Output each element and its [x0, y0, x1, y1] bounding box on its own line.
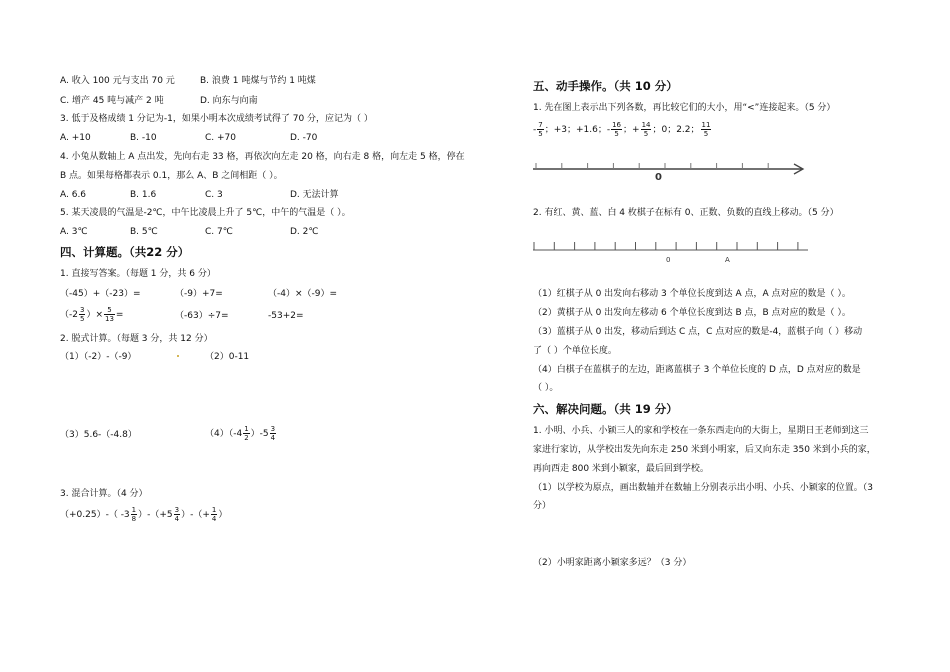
q3-option-a: A. +10: [60, 133, 91, 143]
r1-sep-3: ；0；2.2；: [652, 125, 700, 135]
fraction-denominator: 5: [643, 130, 649, 138]
q2-option-c: C. 增产 45 吨与减产 2 吨: [60, 96, 164, 106]
r3-question-2: （2）小明家距离小颖家多远？（3 分）: [533, 558, 692, 568]
r1-sep-1: ；+3；+1.6；-: [544, 125, 611, 135]
r3-stem-line1: 1. 小明、小兵、小颖三人的家和学校在一条东西走向的大街上，星期日王老师到这三: [533, 426, 869, 436]
r1-numbers: [533, 121, 712, 138]
fraction-denominator: 8: [131, 515, 137, 523]
q4-stem-line1: 4. 小兔从数轴上 A 点出发，先向右走 33 格，再依次向左走 20 格，向右走 8 格，向左走 5 格，停在: [60, 152, 465, 162]
number-line-2: [530, 240, 815, 266]
number-line-1-zero-label: 0: [655, 172, 662, 183]
r2-part-3-cont: 了（ ）个单位长度。: [533, 346, 617, 356]
r1-sep-2: ；+: [623, 125, 640, 135]
q5-stem: 5. 某天凌晨的气温是-2℃，中午比凌晨上升了 5℃，中午的气温是（ ）。: [60, 208, 351, 218]
q4-option-c: C. 3: [205, 190, 223, 200]
q4-option-d: D. 无法计算: [290, 190, 339, 200]
calc1-expr-2: （-9）+7=: [175, 289, 223, 299]
fraction-numerator: 3: [174, 506, 180, 514]
calc1-expr-4-mixed-fraction: [79, 306, 85, 323]
section-4-title: 四、计算题。（共22 分）: [60, 245, 190, 259]
number-line-2-a-label: A: [725, 256, 730, 264]
calc1-expr-1: （-45）+（-23）=: [60, 289, 141, 299]
fraction-denominator: 4: [270, 434, 276, 442]
calc2-problem-1: （1）（-2）-（-9）: [60, 352, 137, 362]
r2-part-4: （4）白棋子在蓝棋子的左边，距离蓝棋子 3 个单位长度的 D 点，D 点对应的数是: [533, 365, 861, 375]
r2-stem: 2. 有红、黄、蓝、白 4 枚棋子在标有 0、正数、负数的直线上移动。（5 分）: [533, 208, 839, 218]
q2-option-d: D. 向东与向南: [200, 96, 258, 106]
fraction-denominator: 4: [174, 515, 180, 523]
calc3-fraction-3: [211, 506, 217, 523]
calc2-problem-3: （3）5.6-（-4.8）: [60, 430, 137, 440]
fraction-denominator: 13: [105, 315, 114, 323]
q3-option-b: B. -10: [130, 133, 157, 143]
q5-option-b: B. 5℃: [130, 227, 158, 237]
fraction-numerator: 7: [538, 121, 543, 129]
calc3-part-b: ）-（+5: [138, 510, 173, 520]
calc2-problem-4-part-a: （4）（-4: [205, 429, 243, 439]
calc1-expr-4-mid: ）×: [86, 310, 103, 320]
number-line-1-ticks: [536, 163, 768, 169]
section-6-title: 六、解决问题。（共 19 分）: [533, 402, 678, 416]
number-line-1: [530, 155, 810, 185]
r1-fraction-3: [641, 121, 652, 138]
fraction-numerator: 3: [79, 306, 85, 314]
r3-stem-line3: 再向西走 800 米到小颖家，最后回到学校。: [533, 464, 709, 474]
calc1-expr-4: [60, 306, 123, 323]
r2-part-1: （1）红棋子从 0 出发向右移动 3 个单位长度到达 A 点，A 点对应的数是（ ）。: [533, 289, 851, 299]
fraction-denominator: 5: [538, 130, 543, 138]
fraction-numerator: 5: [104, 306, 115, 315]
dot-mark: [177, 355, 179, 357]
fraction-denominator: 2: [244, 434, 249, 442]
section-5-title: 五、动手操作。（共 10 分）: [533, 79, 678, 93]
calc1-expr-4-fraction: [104, 306, 115, 323]
q5-option-c: C. 7℃: [205, 227, 233, 237]
q4-option-a: A. 6.6: [60, 190, 87, 200]
r3-question-1-cont: 分）: [533, 501, 552, 511]
fraction-numerator: 1: [131, 506, 137, 514]
calc1-expr-3: （-4）×（-9）=: [268, 289, 338, 299]
calc3-fraction-2: [174, 506, 180, 523]
calc2-problem-4-part-b: ）-5: [250, 429, 269, 439]
calc1-expr-6: -53+2=: [268, 311, 304, 321]
fraction-numerator: 3: [270, 425, 276, 433]
fraction-denominator: 5: [79, 315, 85, 323]
number-line-2-zero-label: 0: [666, 256, 671, 264]
calc2-problem-4-fraction-1: [243, 425, 249, 442]
r1-fraction-1: [537, 121, 543, 138]
calc1-expr-5: （-63）÷7=: [175, 311, 229, 321]
q3-option-c: C. +70: [205, 133, 236, 143]
r2-part-2: （2）黄棋子从 0 出发向左移动 6 个单位长度到达 B 点，B 点对应的数是（ ）。: [533, 308, 851, 318]
q3-option-d: D. -70: [290, 133, 318, 143]
r1-stem: 1. 先在图上表示出下列各数，再比较它们的大小，用“<”连接起来。（5 分）: [533, 103, 836, 113]
fraction-numerator: 14: [641, 121, 651, 129]
q4-stem-line2: B 点。如果每格都表示 0.1，那么 A、B 之间相距（ ）。: [60, 171, 283, 181]
fraction-numerator: 1: [244, 425, 249, 433]
q5-option-a: A. 3℃: [60, 227, 88, 237]
calc3-part-c: ）-（+: [181, 510, 210, 520]
fraction-denominator: 4: [211, 515, 217, 523]
q5-option-d: D. 2℃: [290, 227, 319, 237]
fraction-numerator: 16: [612, 121, 622, 129]
calc1-expr-4-open: （-2: [60, 310, 78, 320]
r1-fraction-2: [611, 121, 622, 138]
fraction-numerator: 1: [211, 506, 217, 514]
r3-stem-line2: 家进行家访，从学校出发先向东走 250 米到小明家，后又向东走 350 米到小兵的家，: [533, 445, 876, 455]
calc2-problem-4: [205, 425, 277, 442]
calc2-problem-2: （2）0-11: [205, 352, 250, 362]
calc2-problem-4-fraction-2: [270, 425, 276, 442]
q3-stem: 3. 低于及格成绩 1 分记为-1，如果小明本次成绩考试得了 70 分，应记为（ ）: [60, 114, 373, 124]
r3-question-1: （1）以学校为原点，画出数轴并在数轴上分别表示出小明、小兵、小颖家的位置。（3: [533, 483, 873, 493]
r1-minus: -: [533, 125, 537, 135]
calc3-title: 3. 混合计算。（4 分）: [60, 489, 148, 499]
calc1-expr-4-end: =: [115, 310, 124, 320]
q4-option-b: B. 1.6: [130, 190, 157, 200]
calc3-expression: [60, 506, 227, 523]
q2-option-b: B. 浪费 1 吨煤与节约 1 吨煤: [200, 76, 316, 86]
fraction-denominator: 5: [703, 130, 709, 138]
calc3-part-a: （+0.25）-（ -3: [60, 510, 130, 520]
r1-fraction-4: [701, 121, 712, 138]
calc2-title: 2. 脱式计算。（每题 3 分，共 12 分）: [60, 334, 213, 344]
number-line-2-ticks: [534, 242, 798, 250]
fraction-denominator: 5: [614, 130, 619, 138]
calc3-part-d: ）: [218, 510, 228, 520]
calc3-fraction-1: [131, 506, 137, 523]
q2-option-a: A. 收入 100 元与支出 70 元: [60, 76, 175, 86]
r2-part-4-cont: （ ）。: [533, 383, 559, 393]
calc1-title: 1. 直接写答案。（每题 1 分，共 6 分）: [60, 269, 216, 279]
r2-part-3: （3）蓝棋子从 0 出发，移动后到达 C 点，C 点对应的数是-4，蓝棋子向（ ）移动: [533, 327, 863, 337]
fraction-numerator: 11: [701, 121, 711, 129]
